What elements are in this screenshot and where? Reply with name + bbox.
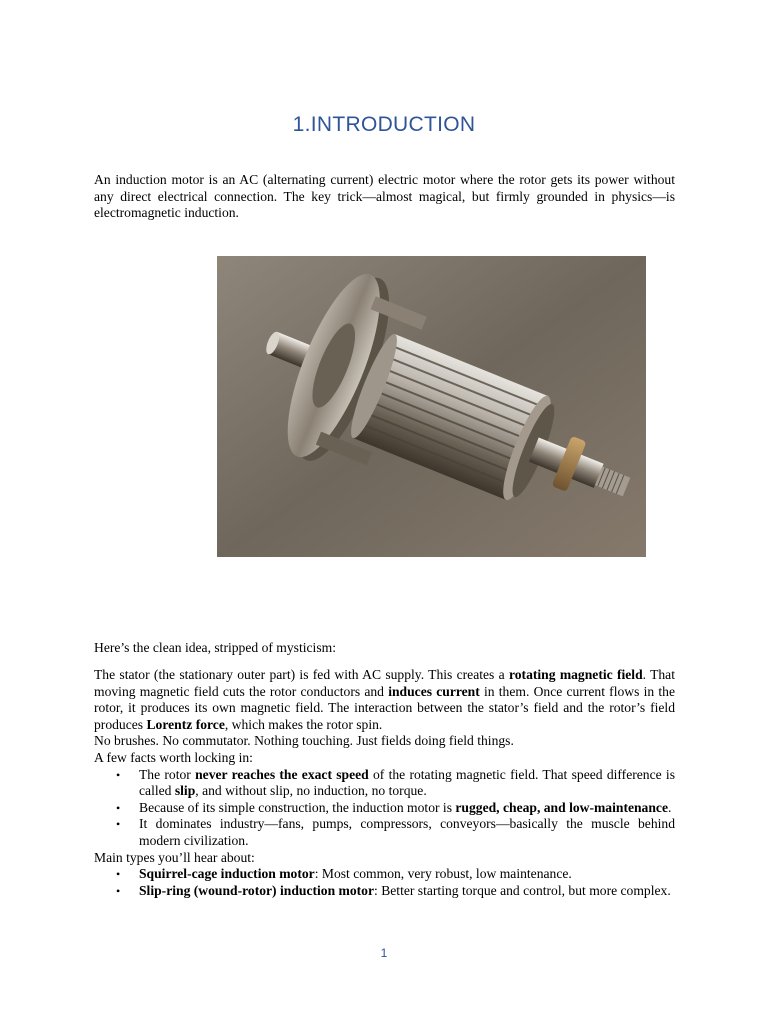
bullet-icon: • <box>116 800 121 815</box>
text-run: : Most common, very robust, low maintenance. <box>314 866 572 882</box>
text-run: Because of its simple construction, the induction motor is <box>139 799 456 815</box>
text-run: of the rotating magnetic field. That speed difference is called <box>139 766 675 799</box>
rotor-photo <box>217 256 646 557</box>
text-run: The stator (the stationary outer part) is fed with AC supply. This creates a <box>94 667 509 682</box>
bold-term: Squirrel-cage induction motor <box>139 866 315 882</box>
intro-paragraph: An induction motor is an AC (alternating current) electric motor where the rotor gets its power without any direct electrical connection. The key trick—almost magical, but firmly grounded in physics—is electromagnetic induction. <box>94 172 675 221</box>
body-text <box>94 667 675 899</box>
list-item <box>94 816 675 849</box>
text-run: . <box>668 799 672 815</box>
bold-term: induces current <box>388 683 480 699</box>
text-run: . That moving magnetic field cuts the rotor conductors and <box>94 667 675 699</box>
bold-term: slip <box>174 783 196 799</box>
text-run: : Better starting torque and control, but more complex. <box>374 882 671 898</box>
bullet-icon: • <box>116 767 121 782</box>
text-run: in them. Once current flows in the rotor, it produces its own magnetic field. The interaction between the stator’s field and the rotor’s field produces <box>94 683 675 732</box>
types-intro: Main types you’ll hear about: <box>94 849 255 865</box>
facts-intro: A few facts worth locking in: <box>94 749 253 765</box>
list-item <box>94 866 675 883</box>
bullet-icon: • <box>116 883 121 898</box>
text-run: It dominates industry—fans, pumps, compressors, conveyors—basically the muscle behind modern civilization. <box>139 816 675 848</box>
lead-sentence: Here’s the clean idea, stripped of mysticism: <box>94 640 336 655</box>
text-run: The rotor <box>139 766 196 782</box>
section-heading: 1.INTRODUCTION <box>292 113 476 136</box>
bold-term: Lorentz force <box>146 716 225 732</box>
no-brushes-line: No brushes. No commutator. Nothing touching. Just fields doing field things. <box>94 733 514 749</box>
bullet-icon: • <box>116 817 121 832</box>
list-item <box>94 800 675 817</box>
stator-paragraph <box>94 667 675 733</box>
page-number: 1 <box>380 946 388 960</box>
bold-term: rotating magnetic field <box>508 667 643 682</box>
bullet-icon: • <box>116 867 121 882</box>
facts-list <box>94 767 675 850</box>
bold-term: rugged, cheap, and low-maintenance <box>455 799 668 815</box>
list-item <box>94 883 675 900</box>
list-item <box>94 767 675 800</box>
motor-types-list <box>94 866 675 899</box>
text-run: , and without slip, no induction, no torque. <box>195 783 427 799</box>
bold-term: never reaches the exact speed <box>195 766 369 782</box>
bold-term: Slip-ring (wound-rotor) induction motor <box>139 882 375 898</box>
induction-motor-rotor-illustration <box>217 256 646 557</box>
text-run: , which makes the rotor spin. <box>224 716 383 732</box>
